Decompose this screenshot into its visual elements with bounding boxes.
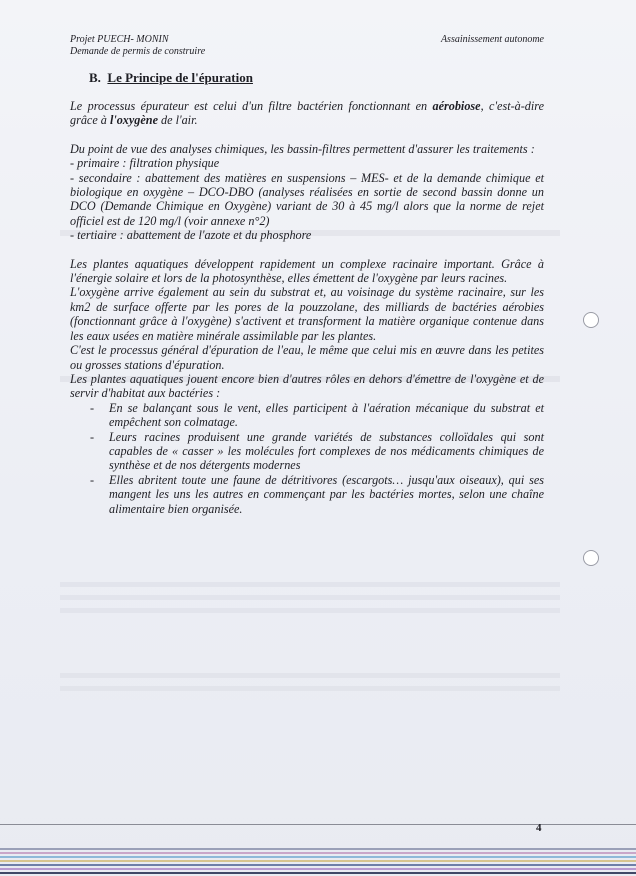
paragraph-process: C'est le processus général d'épuration de l'eau, le même que celui mis en œuvre dans les petites ou grosses stations d'épuration.: [70, 343, 544, 372]
roles-list: [70, 401, 544, 516]
page-number: 4: [536, 822, 542, 834]
document-body: [70, 99, 544, 516]
text-run: Le processus épurateur est celui d'un filtre bactérien fonctionnant en: [70, 99, 433, 113]
text-run: de l'air.: [158, 113, 198, 128]
treatment-secondary: - secondaire : abattement des matières en suspensions – MES- et de la demande chimique et biologique en oxygène – DCO-DBO (analyses réalisées en sortie de second bassin donne un DCO (Demande Chimique en Oxygène) variant de 30 à 45 mg/l alors que la norme de rejet officiel est de 120 mg/l (voir annexe n°2): [70, 170, 544, 228]
scan-artifact-stripes: [0, 848, 636, 876]
treatment-tertiary: - tertiaire : abattement de l'azote et du phosphore: [70, 228, 312, 243]
section-letter: B.: [89, 70, 101, 85]
text-run: , c'est-à-dire grâce à: [70, 99, 544, 128]
section-title-text: Le Principe de l'épuration: [107, 70, 253, 85]
list-item: - Leurs racines produisent une grande variétés de substances colloïdales qui sont capables de « casser » les molécules fort complexes de nos médicaments chimiques de synthèse et de nos détergents modernes: [70, 430, 544, 473]
section-label: Assainissement autonome: [440, 34, 544, 45]
list-item: - Elles abritent toute une faune de détritivores (escargots… jusqu'aux oiseaux), qui ses mangent les uns les autres en commençant par les bactéries mortes, selon une chaîne alimentaire bien organisée.: [70, 473, 544, 516]
section-title: [89, 70, 253, 86]
paragraph-intro: [70, 99, 544, 128]
page-header: [70, 34, 544, 58]
paragraph-oxygen: L'oxygène arrive également au sein du substrat et, au voisinage du système racinaire, sur les km2 de surface offerte par les pores de la pouzzolane, des milliards de bactéries aérobies (fonctionnant grâce à l'oxygène) s'activent et transforment la matière organique contenue dans les eaux usées en matière minérale assimilable par les plantes.: [70, 285, 544, 343]
project-name: Projet PUECH- MONIN: [70, 34, 169, 45]
term-aerobiose: aérobiose: [432, 99, 481, 113]
paragraph-roles: Les plantes aquatiques jouent encore bien d'autres rôles en dehors d'émettre de l'oxygène et de servir d'habitat aux bactéries :: [70, 371, 544, 401]
list-item: - En se balançant sous le vent, elles participent à l'aération mécanique du substrat et empêchent son colmatage.: [70, 401, 544, 430]
paragraph-plants: Les plantes aquatiques développent rapidement un complexe racinaire important. Grâce à l'énergie solaire et lors de la photosynthèse, elles émettent de l'oxygène par leurs racines.: [70, 256, 544, 286]
header-left: [70, 34, 205, 58]
treatment-primary: - primaire : filtration physique: [70, 156, 220, 171]
punch-hole: [583, 550, 599, 566]
punch-hole: [583, 312, 599, 328]
term-oxygene: l'oxygène: [109, 113, 158, 128]
paragraph-analyses: Du point de vue des analyses chimiques, les bassin-filtres permettent d'assurer les traitements :: [70, 141, 535, 156]
project-subtitle: Demande de permis de construire: [70, 46, 206, 57]
